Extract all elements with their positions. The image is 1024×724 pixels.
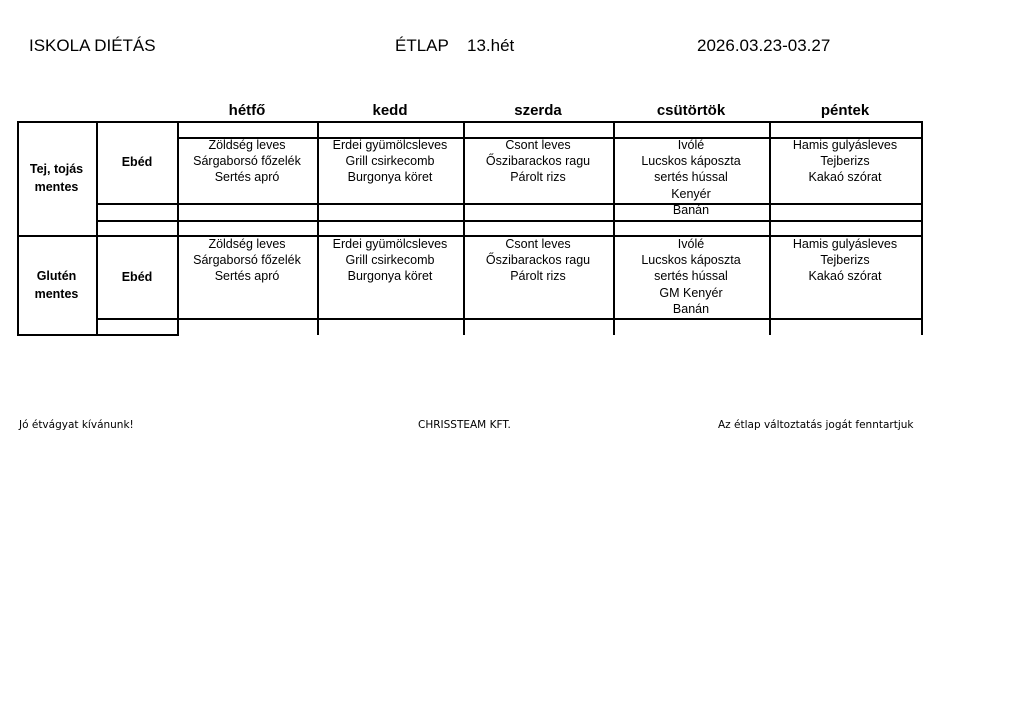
menu-item: Zöldség leves [208,237,286,251]
menu-item: Csont leves [505,138,571,152]
diet-group-label-line: Glutén [36,268,77,283]
menu-cell [769,236,921,285]
table-rule [97,220,923,222]
day-header: csütörtök [656,102,726,119]
table-rule [97,318,923,320]
table-rule [921,121,923,335]
footer-company: CHRISSTEAM KFT. [418,419,511,431]
menu-cell [463,236,613,285]
date-range: 2026.03.23-03.27 [697,36,831,55]
menu-item: sertés hússal [654,269,728,284]
menu-item: Párolt rizs [510,269,566,284]
menu-item: Tejberizs [820,154,870,169]
menu-item: Sertés apró [214,170,280,185]
menu-item: Sertés apró [214,269,280,284]
menu-item: Lucskos káposzta [641,154,741,169]
menu-cell [463,137,613,186]
menu-item: Ivólé [677,138,705,152]
week-number: 13.hét [467,36,515,55]
menu-item: Őszibarackos ragu [485,154,591,169]
menu-cell [613,137,769,218]
menu-item: Grill csirkecomb [345,253,435,268]
table-rule [17,334,179,336]
menu-item: Sárgaborsó főzelék [193,253,301,268]
meal-label: Ebéd [121,269,153,284]
menu-item: Erdei gyümölcsleves [332,138,448,152]
diet-group-label-line: mentes [34,180,79,194]
menu-cell [177,236,317,285]
menu-item: Hamis gulyásleves [792,138,898,152]
menu-item: Kenyér [671,186,711,201]
menu-cell [317,236,463,285]
menu-item: Burgonya köret [347,269,433,284]
menu-item: Sárgaborsó főzelék [193,154,301,169]
menu-item: sertés hússal [654,170,728,185]
menu-cell [769,137,921,186]
footer-disclaimer: Az étlap változtatás jogát fenntartjuk [718,419,914,431]
day-header: szerda [514,102,562,119]
day-header: kedd [372,102,408,119]
menu-item: Banán [672,202,710,217]
menu-title: ÉTLAP [395,36,449,55]
footer-greeting: Jó étvágyat kívánunk! [19,419,134,431]
menu-item: Banán [672,301,710,316]
menu-item: Hamis gulyásleves [792,237,898,251]
menu-item: Kakaó szórat [808,170,882,185]
menu-item: Kakaó szórat [808,269,882,284]
menu-item: Erdei gyümölcsleves [332,237,448,251]
menu-item: Őszibarackos ragu [485,253,591,268]
menu-item: Tejberizs [820,253,870,268]
menu-item: Párolt rizs [510,170,566,185]
menu-item: GM Kenyér [659,285,723,300]
school-title: ISKOLA DIÉTÁS [29,36,156,55]
table-rule [97,203,923,205]
menu-item: Zöldség leves [208,138,286,152]
menu-cell [317,137,463,186]
day-header: péntek [820,102,870,119]
diet-group-label [17,121,96,235]
menu-item: Lucskos káposzta [641,253,741,268]
diet-group-label [17,235,96,334]
menu-item: Csont leves [505,237,571,251]
menu-item: Grill csirkecomb [345,154,435,169]
diet-group-label-line: Tej, tojás [29,162,84,176]
menu-item: Burgonya köret [347,170,433,185]
meal-label: Ebéd [121,155,153,169]
menu-cell [613,236,769,317]
menu-cell [177,137,317,186]
menu-item: Ivólé [677,237,705,251]
diet-group-label-line: mentes [34,286,79,301]
day-header: hétfő [228,102,266,119]
